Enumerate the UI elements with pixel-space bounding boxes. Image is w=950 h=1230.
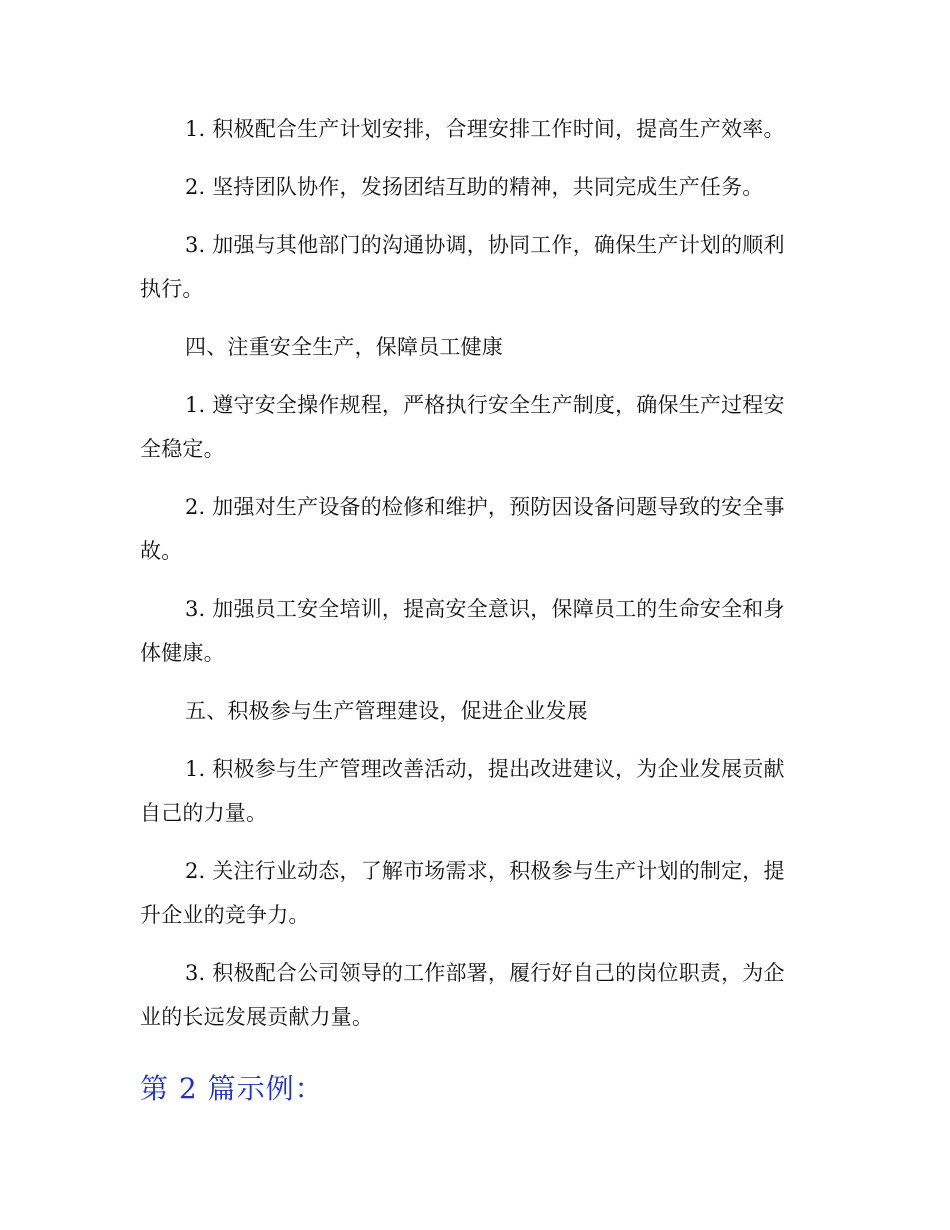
paragraph-production-plan: 1. 积极配合生产计划安排，合理安排工作时间，提高生产效率。 bbox=[185, 117, 785, 141]
section-title: 第 2 篇示例： bbox=[140, 1072, 324, 1105]
heading-safety: 四、注重安全生产，保障员工健康 bbox=[185, 335, 503, 359]
heading-management: 五、积极参与生产管理建设，促进企业发展 bbox=[185, 699, 588, 723]
paragraph-coordination: 3. 加强与其他部门的沟通协调，协同工作，确保生产计划的顺利执行。 bbox=[140, 233, 785, 301]
paragraph-safety-rules: 1. 遵守安全操作规程，严格执行安全生产制度，确保生产过程安全稳定。 bbox=[140, 393, 785, 461]
paragraph-equipment-maintenance: 2. 加强对生产设备的检修和维护，预防因设备问题导致的安全事故。 bbox=[140, 495, 785, 563]
paragraph-industry-trends: 2. 关注行业动态，了解市场需求，积极参与生产计划的制定，提升企业的竞争力。 bbox=[140, 859, 785, 927]
paragraph-improvement: 1. 积极参与生产管理改善活动，提出改进建议，为企业发展贡献自己的力量。 bbox=[140, 757, 785, 825]
paragraph-safety-training: 3. 加强员工安全培训，提高安全意识，保障员工的生命安全和身体健康。 bbox=[140, 597, 785, 665]
paragraph-teamwork: 2. 坚持团队协作，发扬团结互助的精神，共同完成生产任务。 bbox=[185, 175, 764, 199]
paragraph-job-duties: 3. 积极配合公司领导的工作部署，履行好自己的岗位职责，为企业的长远发展贡献力量。 bbox=[140, 961, 785, 1029]
